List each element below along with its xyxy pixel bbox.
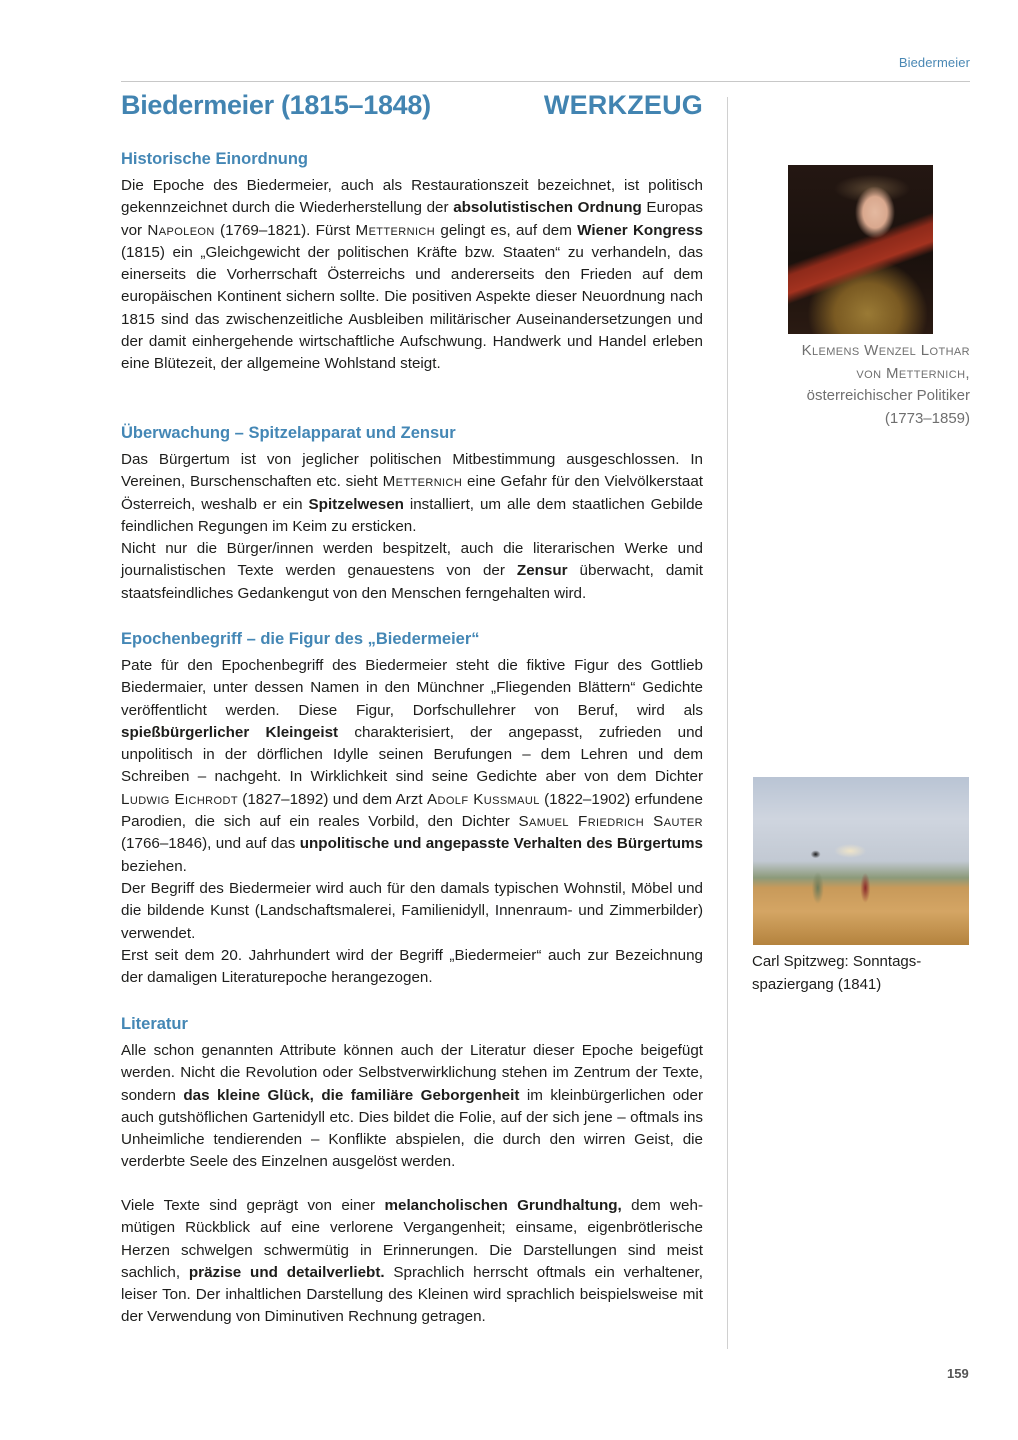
text-run: Pate für den Epochenbegriff des Biedermeier steht die fiktive Figur des Gottlieb Biedermaier, unter dessen Namen in den Münchner „Fliegenden Blättern“ Gedichte veröffentlicht werden. Diese Figur, Dorfschullehrer von Beruf, wird als [121, 657, 703, 719]
portrait-image [788, 165, 933, 334]
emphasis: unpolitische und angepasste Verhalten des Bürgertums [299, 835, 703, 853]
paragraph [121, 878, 703, 945]
text-run: Alle schon genannten Attribute können auch der Literatur dieser Epoche beigefügt werden. Nicht die Revolution oder Selbstverwirklichung stehen im Zentrum der Texte, sondern [121, 1042, 703, 1104]
caption-line: spaziergang (1841) [752, 975, 882, 993]
section-historische-einordnung [121, 148, 703, 376]
emphasis: spießbürgerlicher Kleingeist [121, 723, 339, 741]
page-title: Biedermeier (1815–1848) [121, 90, 431, 120]
paragraph [121, 655, 703, 878]
paragraph [121, 449, 703, 538]
text-run: (1766–1846), und auf das [121, 835, 300, 853]
paragraph [121, 538, 703, 605]
text-run: Viele Texte sind geprägt von einer [121, 1197, 385, 1214]
section-heading: Überwachung – Spitzelapparat und Zensur [121, 424, 456, 442]
paragraph [121, 945, 703, 990]
text-run: im kleinbürgerlichen oder auch gutshöflichen Gartenidyll etc. Dies bildet die Folie, auf der sich jene – oftmals ins Unheimliche tendierenden – Konflikte abspielen, die durch den wirren Geist, die verderbte Seele des Einzelnen ausgelöst werden. [121, 1086, 704, 1171]
text-run: dem wehmütigen Rückblick auf eine verlorene Vergangenheit; einsame, eigenbrötlerische Herzen schwelgen schwermütig in Erinnerungen. Die Darstellungen sind meist sachlich, [121, 1197, 703, 1281]
emphasis: Spitzelwesen [308, 495, 404, 513]
section-literatur-continued [121, 1195, 703, 1329]
person-name: Napoleon [147, 221, 215, 239]
emphasis: melancholischen Grundhaltung, [384, 1197, 622, 1214]
painting-caption [752, 951, 972, 996]
main-column [121, 90, 704, 1326]
emphasis: Zensur [516, 562, 568, 580]
portrait-caption [750, 340, 970, 430]
emphasis: absolutistischen Ordnung [453, 199, 642, 217]
section-heading: Epochenbegriff – die Figur des „Biedermeier“ [121, 630, 480, 648]
text-run: charakterisiert, der angepasst, zufrieden und unpolitisch in der dörflichen Idylle seinen Berufungen – dem Lehren und dem Schreiben – nachgeht. In Wirklichkeit sind seine Gedichte aber von dem Dichter [121, 723, 703, 786]
painting-image [753, 777, 969, 945]
section-ueberwachung [121, 422, 703, 605]
text-run: (1827–1892) und dem Arzt [237, 790, 427, 808]
text-run: Erst seit dem 20. Jahrhundert wird der Begriff „Biedermeier“ auch zur Bezeichnung der damaligen Literaturepoche herangezogen. [121, 946, 703, 987]
text-run: überwacht, damit staatsfeindliches Gedankengut von den Menschen ferngehalten wird. [121, 562, 703, 602]
tool-label: WERKZEUG [543, 90, 703, 120]
person-name: Metternich [355, 221, 436, 239]
emphasis: das kleine Glück, die familiäre Geborgenheit [183, 1086, 520, 1104]
text-run: Nicht nur die Bürger/innen werden bespitzelt, auch die literarischen Werke und journalistischen Texte werden genauestens von der [121, 540, 703, 580]
header-rule [121, 81, 970, 82]
running-head: Biedermeier [898, 55, 970, 70]
text-run: Die Epoche des Biedermeier, auch als Restaurationszeit bezeichnet, ist politisch gekennzeichnet durch die Wiederherstellung der [121, 177, 703, 217]
title-row [121, 90, 703, 134]
emphasis: präzise und detailverliebt. [188, 1263, 385, 1281]
person-name: Metternich [382, 473, 463, 491]
emphasis: Wiener Kongress [577, 221, 703, 239]
person-name: Samuel Friedrich Sauter [518, 813, 703, 831]
text-run: Sprachlich herrscht oftmals ein verhaltener, leiser Ton. Der inhaltlichen Darstellung des Kleinen wird sprachlich beispielsweise mit der Verwendung von Diminutiven Rechnung getragen. [121, 1263, 703, 1326]
paragraph [121, 175, 703, 376]
text-run: Der Begriff des Biedermeier wird auch für den damals typischen Wohnstil, Möbel und die bildende Kunst (Landschaftsmalerei, Familienidyll, Innenraum- und Zimmerbilder) verwendet. [121, 879, 703, 942]
section-epochenbegriff [121, 628, 703, 989]
column-divider [727, 97, 728, 1349]
paragraph [121, 1195, 703, 1329]
caption-line: Klemens Wenzel Lothar [801, 342, 970, 359]
section-heading: Literatur [121, 1015, 188, 1033]
text-run: (1769–1821). Fürst [214, 221, 356, 239]
caption-line: (1773–1859) [884, 409, 970, 427]
caption-line: von Metternich, [856, 364, 970, 382]
text-run: beziehen. [121, 857, 187, 875]
text-run: (1822–1902) erfundene Parodien, die sich auf ein reales Vorbild, den Dichter [121, 790, 703, 831]
text-run: installiert, um alle dem staatlichen Gebilde feindlichen Regungen im Keim zu ersticken. [121, 495, 703, 535]
page-number: 159 [947, 1366, 969, 1381]
caption-line: Carl Spitzweg: Sonntags- [752, 953, 922, 970]
text-run: eine Gefahr für den Vielvölkerstaat Österreich, weshalb er ein [121, 473, 703, 513]
caption-line: österreichischer Politiker [806, 387, 970, 404]
text-run: (1815) ein „Gleichgewicht der politischen Kräfte bzw. Staaten“ zu verhandeln, das einerseits die Vorherrschaft Österreichs und andererseits den Frieden auf dem europäischen Kontinent sichern sollte. Die positiven Aspekte dieser Neuordnung nach 1815 sind das zwischenzeitliche Ausbleiben militärischer Auseinandersetzungen und der damit einhergehende wirtschaftliche Aufschwung. Handwerk und Handel erleben eine Blütezeit, der allgemeine Wohlstand steigt. [121, 243, 703, 373]
text-run: gelingt es, auf dem [435, 221, 578, 239]
text-run: Das Bürgertum ist von jeglicher politischen Mitbestimmung ausgeschlossen. In Vereinen, Burschenschaften etc. sieht [121, 451, 703, 491]
section-literatur [121, 1013, 703, 1174]
section-heading: Historische Einordnung [121, 150, 309, 168]
person-name: Ludwig Eichrodt [121, 790, 238, 808]
paragraph [121, 1040, 703, 1174]
text-run: Europas vor [121, 199, 704, 239]
person-name: Adolf Kussmaul [426, 790, 540, 808]
